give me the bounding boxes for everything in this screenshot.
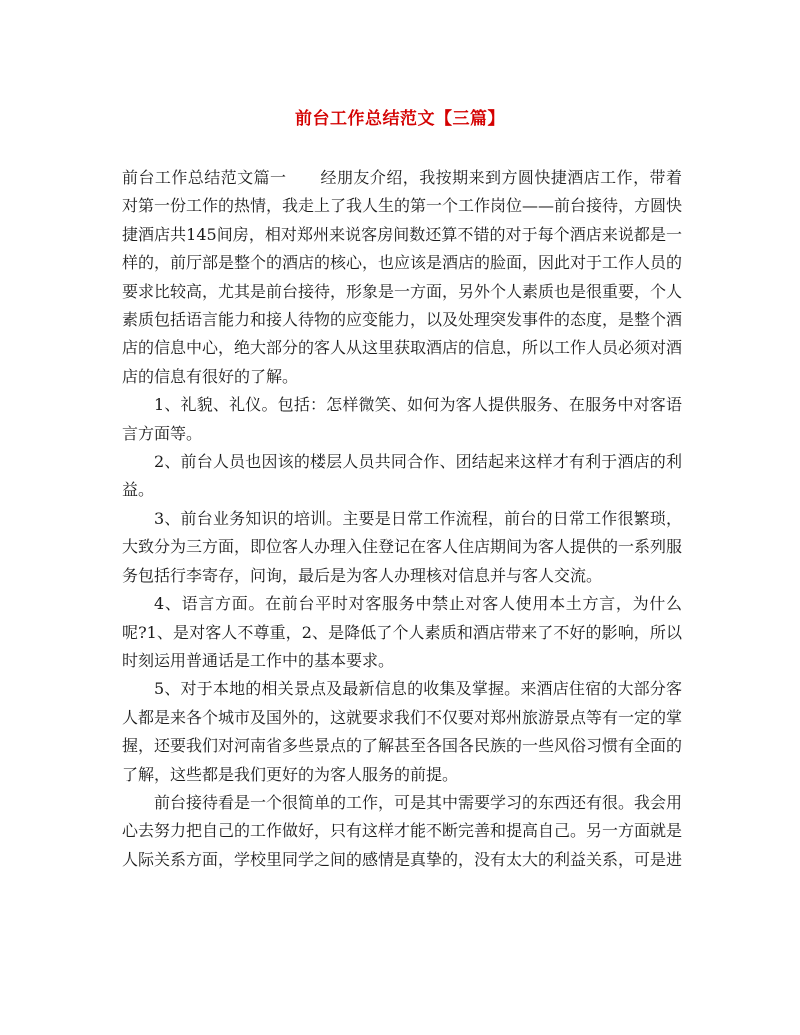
paragraph-item-2: 2、前台人员也因该的楼层人员共同合作、团结起来这样才有利于酒店的利益。 <box>122 452 682 500</box>
paragraph-intro <box>122 164 682 391</box>
document-title: 前台工作总结范文【三篇】 <box>295 109 505 129</box>
paragraph-closing: 前台接待看是一个很简单的工作，可是其中需要学习的东西还有很。我会用心去努力把自己的工作做好，只有这样才能不断完善和提高自己。另一方面就是人际关系方面，学校里同学之间的感情是真挚的，没有太大的利益关系，可是进 <box>122 792 683 869</box>
document-body <box>122 164 682 874</box>
paragraph-item-5: 5、对于本地的相关景点及最新信息的收集及掌握。来酒店住宿的大部分客人都是来各个城市及国外的，这就要求我们不仅要对郑州旅游景点等有一定的掌握，还要我们对河南省多些景点的了解甚至各国各民族的一些风俗习惯有全面的了解，这些都是我们更好的为客人服务的前提。 <box>122 679 683 784</box>
paragraph-item-3: 3、前台业务知识的培训。主要是日常工作流程，前台的日常工作很繁琐，大致分为三方面，即位客人办理入住登记在客人住店期间为客人提供的一系列服务包括行李寄存，问询，最后是为客人办理核对信息并与客人交流。 <box>122 508 683 585</box>
paragraph-item-4: 4、语言方面。在前台平时对客服务中禁止对客人使用本土方言，为什么呢?1、是对客人不尊重，2、是降低了个人素质和酒店带来了不好的影响，所以时刻运用普通话是工作中的基本要求。 <box>122 594 682 670</box>
intro-text: 经朋友介绍，我按期来到方圆快捷酒店工作，带着对第一份工作的热情，我走上了我人生的第一个工作岗位——前台接待，方圆快捷酒店共145间房，相对郑州来说客房间数还算不错的对于每个酒店来说都是一样的，前厅部是整个的酒店的核心，也应该是酒店的脸面，因此对于工作人员的要求比较高，尤其是前台接待，形象是一方面，另外个人素质也是很重要，个人素质包括语言能力和接人待物的应变能力，以及处理突发事件的态度，是整个酒店的信息中心，绝大部分的客人从这里获取酒店的信息，所以工作人员必须对酒店的信息有很好的了解。 <box>122 168 683 386</box>
paragraph-item-1: 1、礼貌、礼仪。包括：怎样微笑、如何为客人提供服务、在服务中对客语言方面等。 <box>122 395 682 443</box>
intro-heading: 前台工作总结范文篇一 <box>122 168 287 187</box>
